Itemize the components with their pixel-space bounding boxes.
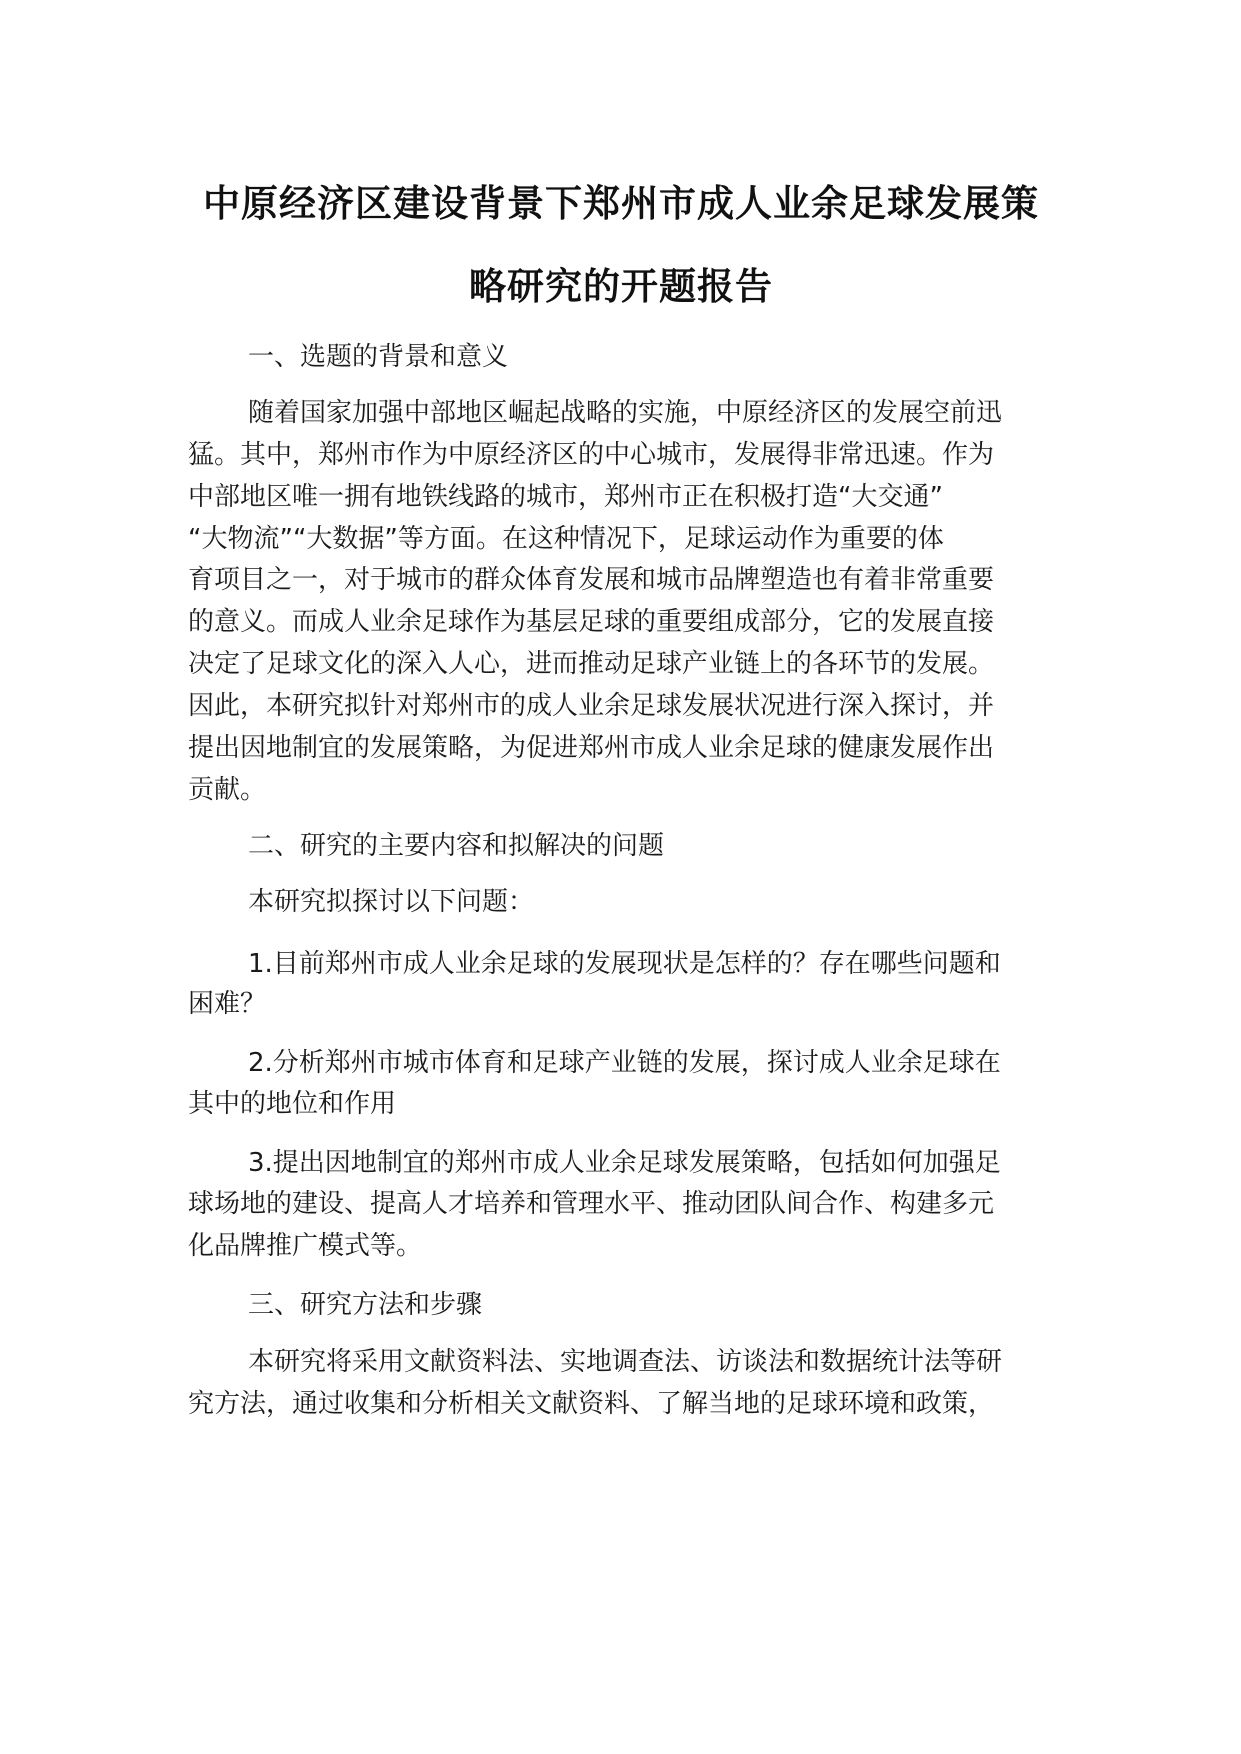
section-heading-1: 一、选题的背景和意义 xyxy=(248,342,509,372)
question-1-line: 困难？ xyxy=(188,989,267,1019)
paragraph-1-line: 育项目之一，对于城市的群众体育发展和城市品牌塑造也有着非常重要 xyxy=(188,565,995,595)
question-2-line: 其中的地位和作用 xyxy=(188,1089,397,1119)
paragraph-3-line: 本研究将采用文献资料法、实地调查法、访谈法和数据统计法等研 xyxy=(248,1347,1003,1377)
section-heading-3: 三、研究方法和步骤 xyxy=(248,1290,483,1320)
question-2-line: 2.分析郑州市城市体育和足球产业链的发展，探讨成人业余足球在 xyxy=(248,1048,1001,1078)
document-title-line-1: 中原经济区建设背景下郑州市成人业余足球发展策 xyxy=(203,182,1039,225)
question-3-line: 球场地的建设、提高人才培养和管理水平、推动团队间合作、构建多元 xyxy=(188,1189,995,1219)
document-title-line-2: 略研究的开题报告 xyxy=(469,265,773,308)
paragraph-1-line: 贡献。 xyxy=(188,775,267,805)
paragraph-1-line: 提出因地制宜的发展策略，为促进郑州市成人业余足球的健康发展作出 xyxy=(188,733,995,763)
section-heading-2: 二、研究的主要内容和拟解决的问题 xyxy=(248,831,665,861)
paragraph-1-line: 随着国家加强中部地区崛起战略的实施，中原经济区的发展空前迅 xyxy=(248,398,1003,428)
question-3-line: 化品牌推广模式等。 xyxy=(188,1231,423,1261)
paragraph-1-line: 中部地区唯一拥有地铁线路的城市，郑州市正在积极打造“大交通” xyxy=(188,482,943,512)
paragraph-1-line: 因此，本研究拟针对郑州市的成人业余足球发展状况进行深入探讨，并 xyxy=(188,691,995,721)
paragraph-1-line: 的意义。而成人业余足球作为基层足球的重要组成部分，它的发展直接 xyxy=(188,607,995,637)
paragraph-3-line: 究方法，通过收集和分析相关文献资料、了解当地的足球环境和政策， xyxy=(188,1389,995,1419)
question-3-line: 3.提出因地制宜的郑州市成人业余足球发展策略，包括如何加强足 xyxy=(248,1148,1001,1178)
paragraph-1-line: “大物流”“大数据”等方面。在这种情况下，足球运动作为重要的体 xyxy=(188,524,944,554)
paragraph-1-line: 决定了足球文化的深入人心，进而推动足球产业链上的各环节的发展。 xyxy=(188,649,995,679)
paragraph-1-line: 猛。其中，郑州市作为中原经济区的中心城市，发展得非常迅速。作为 xyxy=(188,440,995,470)
question-1-line: 1.目前郑州市成人业余足球的发展现状是怎样的？存在哪些问题和 xyxy=(248,949,1001,979)
paragraph-2-line: 本研究拟探讨以下问题： xyxy=(248,887,535,917)
